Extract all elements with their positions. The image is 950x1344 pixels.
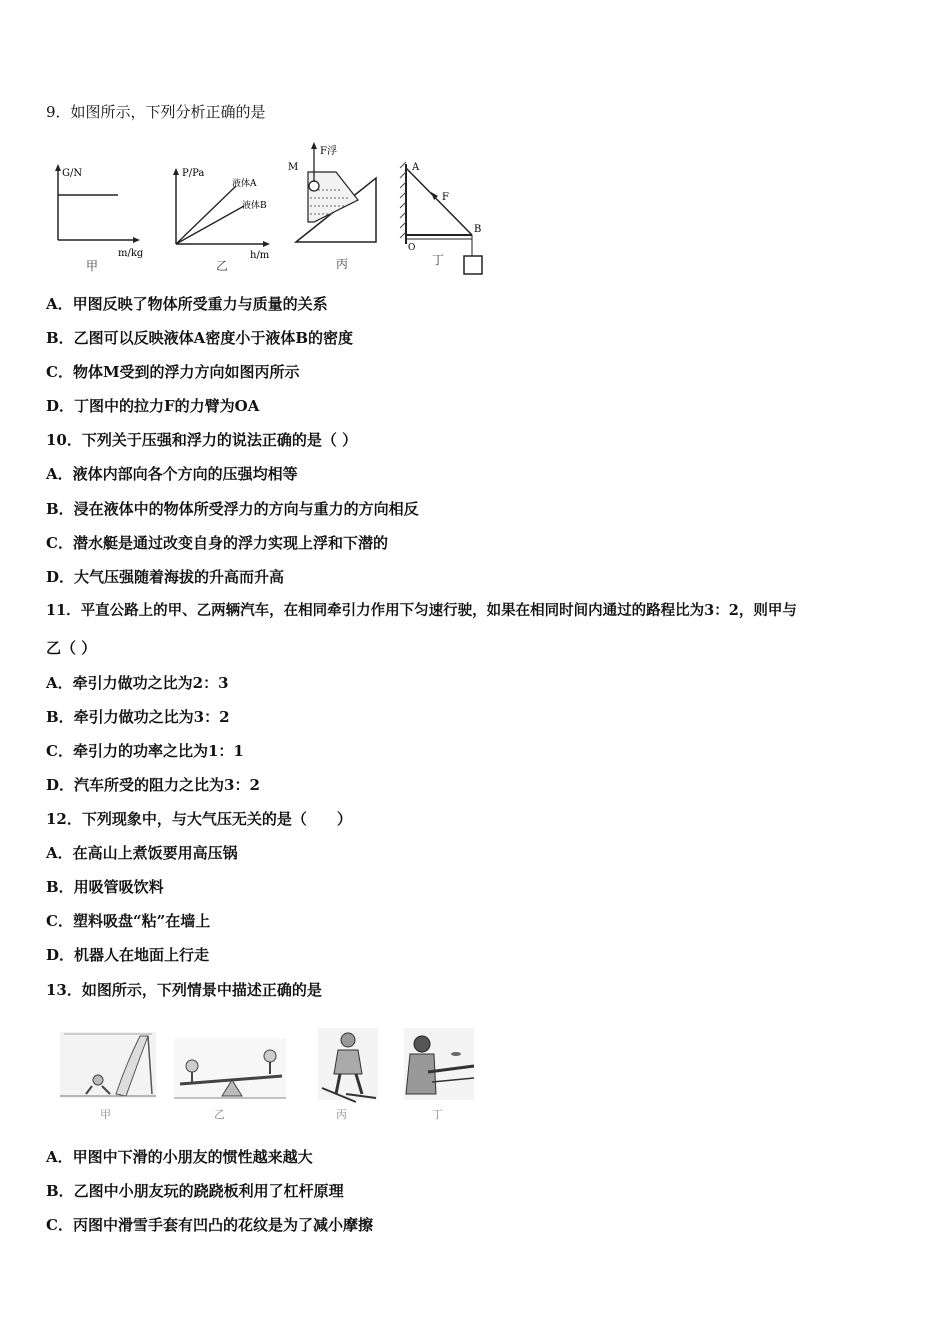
bing-F-label: F浮 (320, 146, 337, 157)
yi-ylabel: P/Pa (182, 168, 205, 179)
yi-caption: 乙 (216, 259, 229, 273)
caption-bing: 丙 (336, 1108, 347, 1121)
q13-stem: 13．如图所示，下列情景中描述正确的是 (46, 981, 322, 999)
q12-option-d: D．机器人在地面上行走 (46, 946, 210, 964)
q11-stem-line1: 11．平直公路上的甲、乙两辆汽车，在相同牵引力作用下匀速行驶，如果在相同时间内通过的路程比为3：2，则甲与 (46, 602, 797, 619)
q11-option-d: D．汽车所受的阻力之比为3：2 (46, 776, 260, 794)
q10-option-b: B．浸在液体中的物体所受浮力的方向与重力的方向相反 (46, 500, 419, 518)
q12-option-c: C．塑料吸盘“粘”在墙上 (46, 912, 211, 930)
photo-yi-seesaw (174, 1038, 286, 1121)
caption-yi: 乙 (214, 1108, 225, 1121)
photo-ding-person (404, 1028, 474, 1121)
photo-jia-slide (60, 1032, 156, 1121)
q9-option-c: C．物体M受到的浮力方向如图丙所示 (46, 363, 300, 381)
q10-stem: 10．下列关于压强和浮力的说法正确的是（ ） (46, 431, 358, 449)
q12-option-a: A．在高山上煮饭要用高压锅 (46, 844, 238, 862)
jia-xlabel: m/kg (118, 248, 144, 259)
jia-caption: 甲 (86, 259, 99, 273)
figure-jia (55, 164, 144, 273)
q11-option-c: C．牵引力的功率之比为1：1 (46, 742, 244, 760)
ding-caption: 丁 (432, 253, 445, 267)
ding-A-label: A (412, 162, 420, 173)
q10-option-c: C．潜水艇是通过改变自身的浮力实现上浮和下潜的 (46, 534, 388, 552)
caption-jia: 甲 (100, 1108, 111, 1121)
figure-bing (288, 142, 376, 271)
jia-ylabel: G/N (62, 168, 83, 179)
q9-option-a: A．甲图反映了物体所受重力与质量的关系 (46, 295, 328, 313)
figure-ding (400, 162, 482, 274)
q9-figure (46, 140, 496, 280)
q13-figure (56, 1024, 476, 1124)
ding-B-label: B (474, 224, 482, 235)
photo-bing-skier (318, 1028, 378, 1121)
q12-stem: 12．下列现象中，与大气压无关的是（ ） (46, 810, 352, 828)
q12-option-b: B．用吸管吸饮料 (46, 878, 164, 896)
caption-ding: 丁 (432, 1108, 443, 1121)
q10-option-a: A．液体内部向各个方向的压强均相等 (46, 465, 298, 483)
q13-option-a: A．甲图中下滑的小朋友的惯性越来越大 (46, 1148, 313, 1166)
figure-yi (173, 168, 270, 273)
q11-option-a: A．牵引力做功之比为2：3 (46, 674, 229, 692)
yi-lineA-label: 液体A (232, 179, 257, 189)
q11-option-b: B．牵引力做功之比为3：2 (46, 708, 230, 726)
yi-xlabel: h/m (250, 250, 270, 261)
q9-stem: 9．如图所示，下列分析正确的是 (46, 103, 266, 121)
bing-caption: 丙 (336, 257, 349, 271)
q11-stem-line2: 乙（ ） (46, 639, 97, 657)
ding-O-label: O (408, 243, 416, 253)
bing-M-label: M (288, 162, 299, 173)
ding-F-label: F (442, 192, 449, 203)
yi-lineB-label: 液体B (242, 201, 267, 211)
q9-option-b: B．乙图可以反映液体A密度小于液体B的密度 (46, 329, 353, 347)
q13-option-c: C．丙图中滑雪手套有凹凸的花纹是为了减小摩擦 (46, 1216, 373, 1234)
q13-option-b: B．乙图中小朋友玩的跷跷板利用了杠杆原理 (46, 1182, 344, 1200)
q9-option-d: D．丁图中的拉力F的力臂为OA (46, 397, 260, 415)
q10-option-d: D．大气压强随着海拔的升高而升高 (46, 568, 285, 586)
